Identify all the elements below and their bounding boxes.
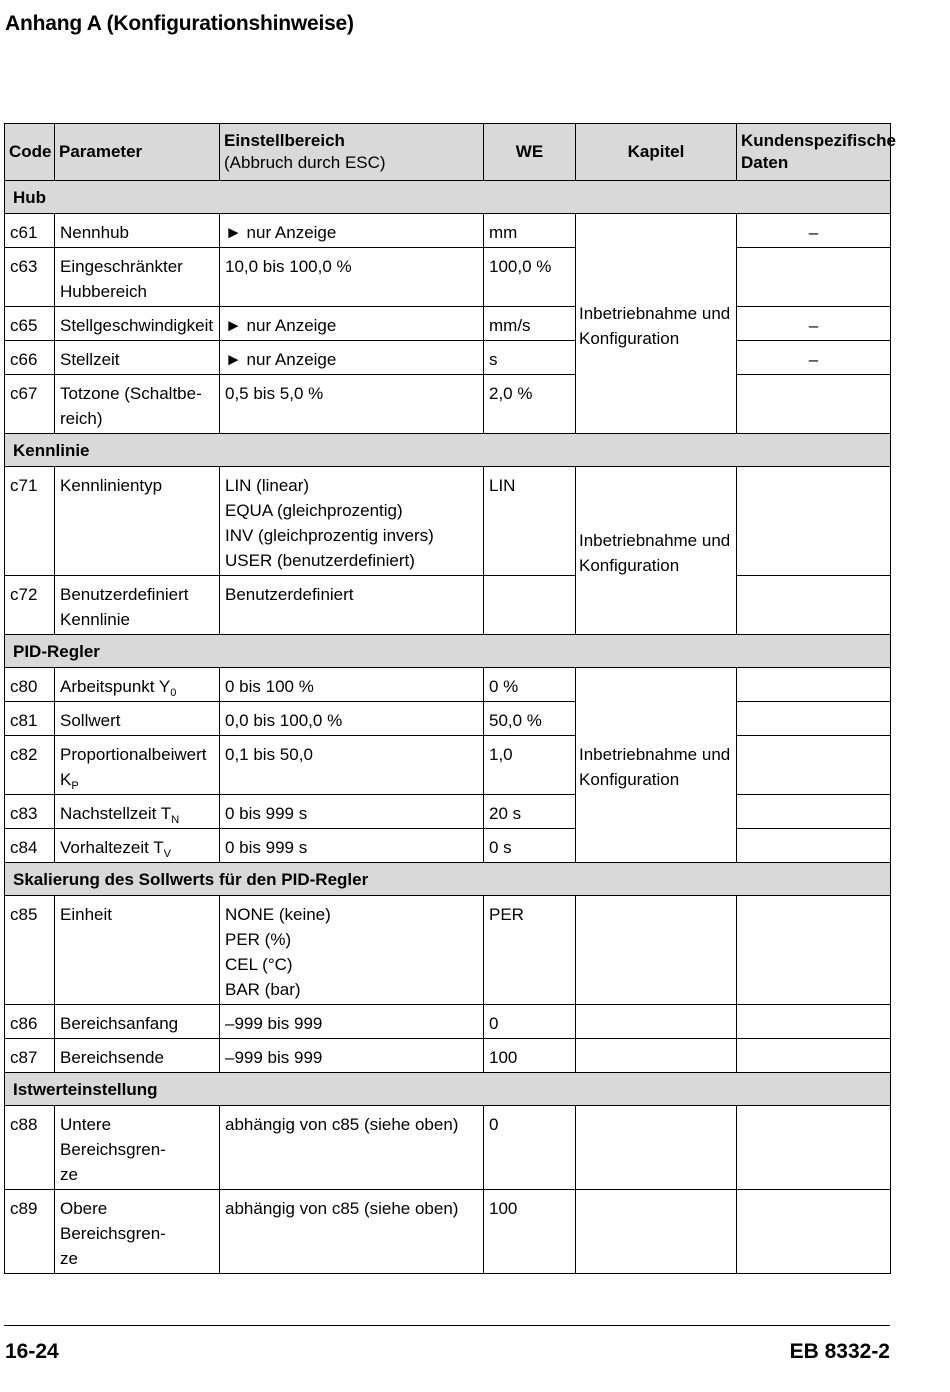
param-line1: Untere Bereichsgren- (60, 1115, 166, 1159)
code-cell: c87 (5, 1039, 55, 1073)
kunden-cell (737, 375, 891, 434)
param-cell (55, 248, 220, 307)
param-cell (55, 375, 220, 434)
header-kunden-line2: Daten (741, 153, 789, 172)
param-line2: K (60, 770, 72, 789)
kunden-cell (737, 576, 891, 635)
we-cell: 0 s (484, 829, 576, 863)
range-cell: 0 bis 999 s (220, 795, 484, 829)
kunden-cell (737, 467, 891, 576)
param-cell: Stellgeschwindigkeit (55, 307, 220, 341)
table-row (5, 829, 891, 863)
table-row (5, 795, 891, 829)
code-cell: c82 (5, 736, 55, 795)
kapitel-line1: Inbetriebnahme und (579, 530, 731, 550)
range-cell: ► nur Anzeige (220, 307, 484, 341)
we-cell: s (484, 341, 576, 375)
section-row-pid (5, 635, 891, 668)
code-cell: c67 (5, 375, 55, 434)
param-line1: Totzone (Schaltbe- (60, 384, 202, 403)
we-cell: 100,0 % (484, 248, 576, 307)
section-row-skalierung (5, 863, 891, 896)
code-cell: c85 (5, 896, 55, 1005)
param-line2: Kennlinie (60, 610, 130, 629)
range-cell: ► nur Anzeige (220, 214, 484, 248)
page-number: 16-24 (5, 1340, 59, 1363)
table-row (5, 214, 891, 248)
we-cell: PER (484, 896, 576, 1005)
kunden-cell (737, 248, 891, 307)
configuration-table (4, 123, 896, 1274)
range-cell: 0,5 bis 5,0 % (220, 375, 484, 434)
section-label: Hub (5, 181, 891, 214)
kunden-cell (737, 668, 891, 702)
code-cell: c66 (5, 341, 55, 375)
table-row (5, 248, 891, 307)
range-cell: 10,0 bis 100,0 % (220, 248, 484, 307)
range-line: INV (gleichprozentig invers) (225, 526, 434, 545)
code-cell: c86 (5, 1005, 55, 1039)
param-cell (55, 1106, 220, 1190)
page-title: Anhang A (Konfigurationshinweise) (5, 12, 354, 35)
kunden-cell (737, 896, 891, 1005)
table-row (5, 1039, 891, 1073)
table-row (5, 1005, 891, 1039)
range-cell: –999 bis 999 (220, 1039, 484, 1073)
range-cell: Benutzerdefiniert (220, 576, 484, 635)
kunden-cell: – (737, 341, 891, 375)
range-cell: abhängig von c85 (siehe oben) (220, 1190, 484, 1274)
param-line2: ze (60, 1165, 78, 1184)
range-line: EQUA (gleichprozentig) (225, 501, 403, 520)
kapitel-line2: Konfiguration (579, 328, 680, 348)
code-cell: c80 (5, 668, 55, 702)
code-cell: c89 (5, 1190, 55, 1274)
param-cell: Kennlinientyp (55, 467, 220, 576)
code-cell: c83 (5, 795, 55, 829)
code-cell: c72 (5, 576, 55, 635)
table-row (5, 736, 891, 795)
we-cell (484, 576, 576, 635)
kapitel-cell (576, 1005, 737, 1039)
range-cell: 0,1 bis 50,0 (220, 736, 484, 795)
kapitel-cell (576, 896, 737, 1005)
section-label: Skalierung des Sollwerts für den PID-Regler (5, 863, 891, 896)
range-cell: 0 bis 999 s (220, 829, 484, 863)
kunden-cell: – (737, 214, 891, 248)
kapitel-line2: Konfiguration (579, 770, 680, 789)
header-row (5, 124, 891, 181)
table-row (5, 576, 891, 635)
we-cell: mm/s (484, 307, 576, 341)
param-subscript: P (71, 780, 79, 792)
param-line2: Hubbereich (60, 282, 147, 301)
code-cell: c71 (5, 467, 55, 576)
kunden-cell (737, 1190, 891, 1274)
range-line: PER (%) (225, 930, 292, 949)
table-row (5, 307, 891, 341)
section-row-hub (5, 181, 891, 214)
range-cell: –999 bis 999 (220, 1005, 484, 1039)
range-line: USER (benutzerdefiniert) (225, 551, 415, 570)
param-subscript: N (171, 814, 180, 826)
we-cell: 20 s (484, 795, 576, 829)
range-line: BAR (bar) (225, 980, 301, 999)
range-cell: 0 bis 100 % (220, 668, 484, 702)
code-cell: c81 (5, 702, 55, 736)
table-row (5, 341, 891, 375)
range-line: NONE (keine) (225, 905, 331, 924)
table-row (5, 1106, 891, 1190)
param-cell (55, 1190, 220, 1274)
code-cell: c84 (5, 829, 55, 863)
kunden-cell (737, 736, 891, 795)
we-cell: LIN (484, 467, 576, 576)
document-id: EB 8332-2 (789, 1340, 890, 1363)
kunden-cell (737, 1005, 891, 1039)
kunden-cell (737, 795, 891, 829)
we-cell: 0 % (484, 668, 576, 702)
param-cell (55, 668, 220, 702)
range-cell: 0,0 bis 100,0 % (220, 702, 484, 736)
range-cell: ► nur Anzeige (220, 341, 484, 375)
header-kunden-line1: Kundenspezifische (741, 131, 896, 150)
we-cell: 2,0 % (484, 375, 576, 434)
param-cell: Bereichsende (55, 1039, 220, 1073)
header-code: Code (5, 124, 55, 181)
param-cell (55, 576, 220, 635)
range-line: CEL (°C) (225, 955, 293, 974)
header-range-line1: Einstellbereich (224, 131, 345, 150)
section-label: PID-Regler (5, 635, 891, 668)
param-text: Nachstellzeit T (60, 804, 172, 823)
range-cell: abhängig von c85 (siehe oben) (220, 1106, 484, 1190)
section-row-kennlinie (5, 434, 891, 467)
kapitel-cell (576, 1106, 737, 1190)
range-cell (220, 467, 484, 576)
section-label: Kennlinie (5, 434, 891, 467)
we-cell: 100 (484, 1039, 576, 1073)
we-cell: 100 (484, 1190, 576, 1274)
param-cell: Einheit (55, 896, 220, 1005)
kunden-cell (737, 1039, 891, 1073)
param-line2: ze (60, 1249, 78, 1268)
header-parameter: Parameter (55, 124, 220, 181)
kunden-cell: – (737, 307, 891, 341)
we-cell: 1,0 (484, 736, 576, 795)
we-cell: mm (484, 214, 576, 248)
table-row (5, 702, 891, 736)
kunden-cell (737, 702, 891, 736)
we-cell: 0 (484, 1005, 576, 1039)
param-line1: Eingeschränkter (60, 257, 183, 276)
code-cell: c88 (5, 1106, 55, 1190)
header-range (220, 124, 484, 181)
kapitel-cell (576, 1039, 737, 1073)
kapitel-line2: Konfiguration (579, 555, 680, 575)
header-kunden (737, 124, 896, 181)
table-row (5, 896, 891, 1005)
kapitel-cell (576, 668, 737, 863)
header-range-line2: (Abbruch durch ESC) (224, 153, 386, 172)
param-line1: Benutzerdefiniert (60, 585, 189, 604)
param-cell: Sollwert (55, 702, 220, 736)
range-line: LIN (linear) (225, 476, 310, 495)
param-subscript: V (163, 848, 171, 860)
code-cell: c63 (5, 248, 55, 307)
table-row (5, 467, 891, 576)
kunden-cell (737, 1106, 891, 1190)
we-cell: 50,0 % (484, 702, 576, 736)
param-cell (55, 795, 220, 829)
code-cell: c65 (5, 307, 55, 341)
param-line1: Proportionalbeiwert (60, 745, 207, 764)
kapitel-line1: Inbetriebnahme und (579, 303, 731, 323)
param-subscript: 0 (170, 687, 177, 699)
table-row (5, 668, 891, 702)
kunden-cell (737, 829, 891, 863)
param-line1: Obere Bereichsgren- (60, 1199, 166, 1243)
param-cell: Nennhub (55, 214, 220, 248)
param-cell (55, 829, 220, 863)
param-cell: Stellzeit (55, 341, 220, 375)
param-text: Arbeitspunkt Y (60, 677, 171, 696)
kapitel-cell (576, 1190, 737, 1274)
table-row (5, 1190, 891, 1274)
param-cell (55, 736, 220, 795)
code-cell: c61 (5, 214, 55, 248)
param-line2: reich) (60, 409, 103, 428)
we-cell: 0 (484, 1106, 576, 1190)
kapitel-line1: Inbetriebnahme und (579, 745, 731, 764)
param-text: Vorhaltezeit T (60, 838, 164, 857)
header-we: WE (484, 124, 576, 181)
kapitel-cell (576, 214, 737, 434)
section-row-istwert (5, 1073, 891, 1106)
footer-divider (4, 1325, 890, 1326)
param-cell: Bereichsanfang (55, 1005, 220, 1039)
range-cell (220, 896, 484, 1005)
header-kapitel: Kapitel (576, 124, 737, 181)
section-label: Istwerteinstellung (5, 1073, 891, 1106)
table-row (5, 375, 891, 434)
kapitel-cell (576, 467, 737, 635)
